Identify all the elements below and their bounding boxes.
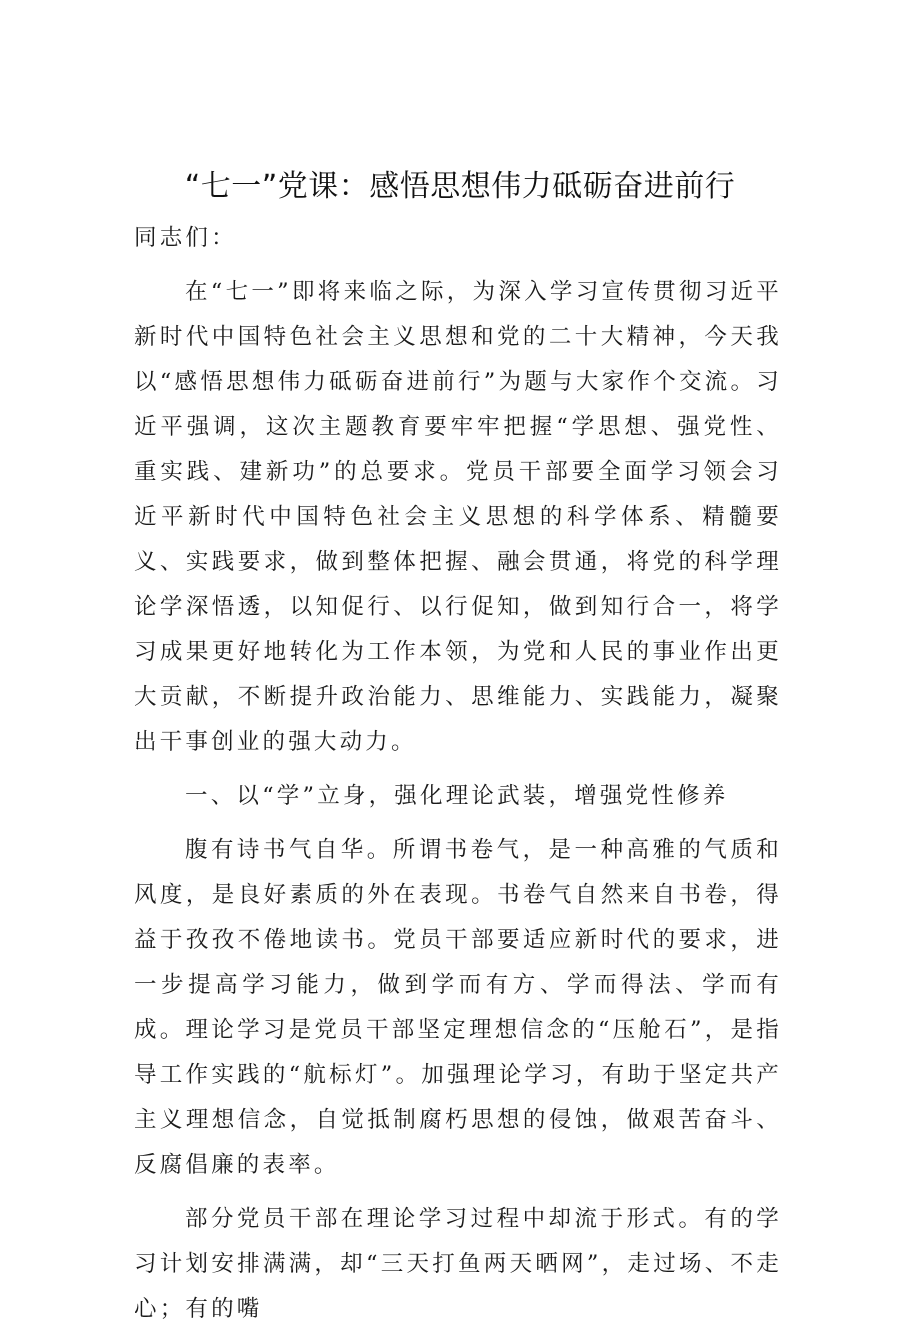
intro-paragraph: 在“七一”即将来临之际，为深入学习宣传贯彻习近平新时代中国特色社会主义思想和党的二十大精神，今天我以“感悟思想伟力砥砺奋进前行”为题与大家作个交流。习近平强调，这次主题教育要牢牢把握“学思想、强党性、重实践、建新功”的总要求。党员干部要全面学习领会习近平新时代中国特色社会主义思想的科学体系、精髓要义、实践要求，做到整体把握、融会贯通，将党的科学理论学深悟透，以知促行、以行促知，做到知行合一，将学习成果更好地转化为工作本领，为党和人民的事业作出更大贡献，不断提升政治能力、思维能力、实践能力，凝聚出干事创业的强大动力。: [134, 279, 782, 755]
document-title: “七一”党课：感悟思想伟力砥砺奋进前行: [184, 169, 736, 204]
body-paragraph: 部分党员干部在理论学习过程中却流于形式。有的学习计划安排满满，却“三天打鱼两天晒网”，走过场、不走心；有的嘴: [134, 1206, 782, 1322]
document-body: [134, 216, 782, 1332]
body-paragraph: 腹有诗书气自华。所谓书卷气，是一种高雅的气质和风度，是良好素质的外在表现。书卷气自然来自书卷，得益于孜孜不倦地读书。党员干部要适应新时代的要求，进一步提高学习能力，做到学而有方、学而得法、学而有成。理论学习是党员干部坚定理想信念的“压舱石”，是指导工作实践的“航标灯”。加强理论学习，有助于坚定共产主义理想信念，自觉抵制腐朽思想的侵蚀，做艰苦奋斗、反腐倡廉的表率。: [134, 837, 782, 1178]
section-heading: 一、以“学”立身，强化理论武装，增强党性修养: [185, 783, 729, 809]
salutation: 同志们：: [134, 225, 237, 251]
